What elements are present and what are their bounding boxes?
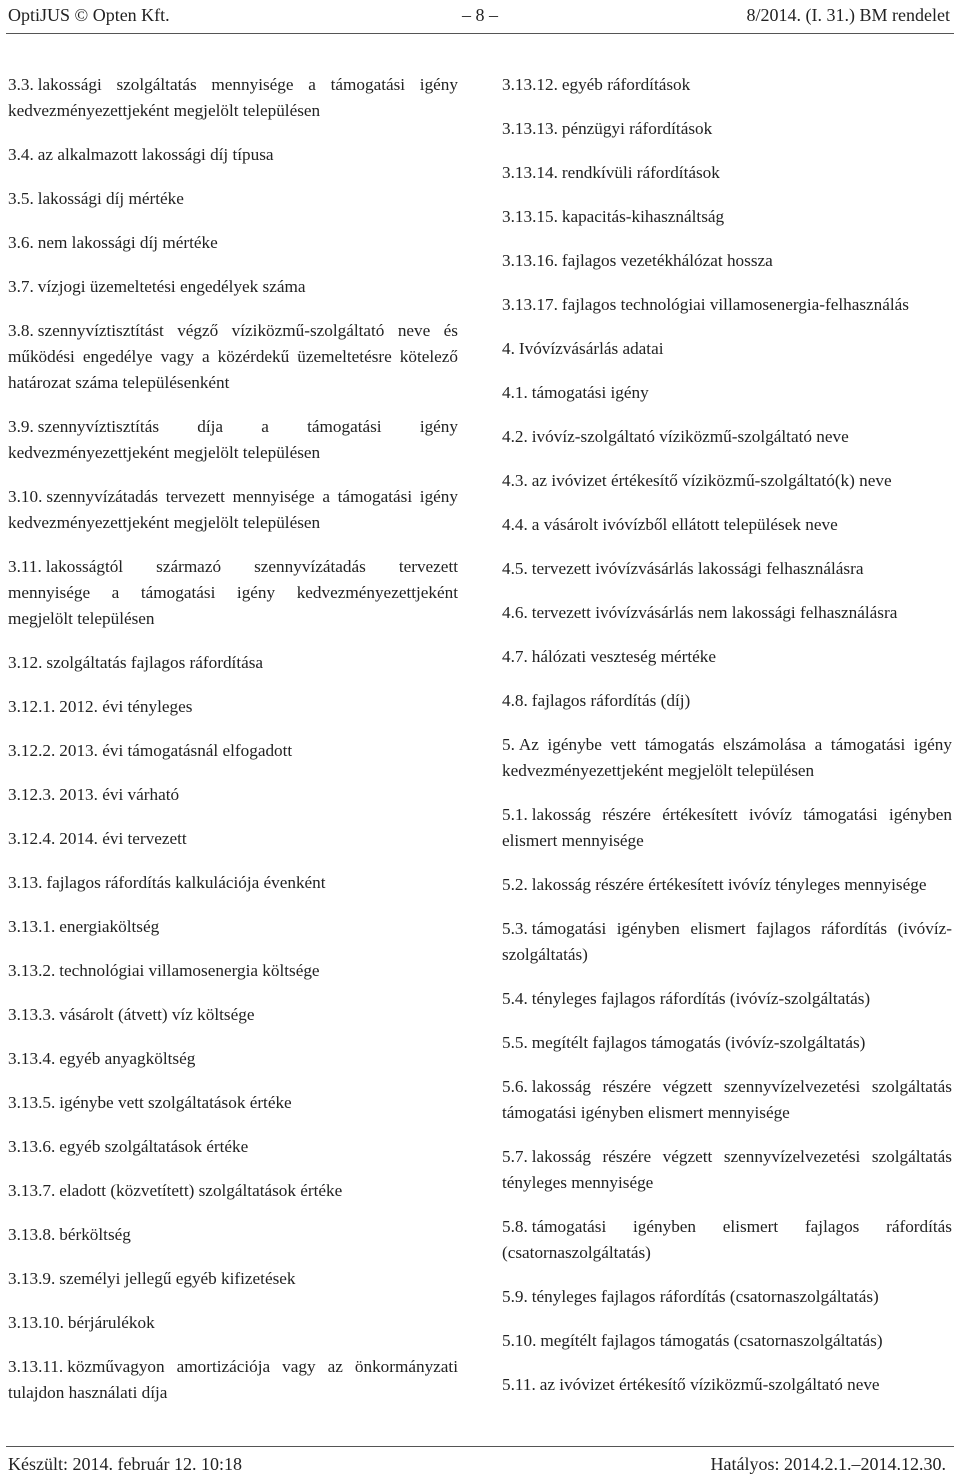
list-item bbox=[8, 650, 458, 676]
item-text: az ivóvizet értékesítő víziközmű-szolgáltató neve bbox=[539, 1375, 880, 1394]
item-number: 3.12.4. bbox=[8, 829, 56, 848]
list-item bbox=[8, 694, 458, 720]
right-column bbox=[502, 72, 952, 1416]
list-item bbox=[8, 274, 458, 300]
list-item bbox=[502, 644, 952, 670]
list-item bbox=[8, 738, 458, 764]
item-text: fajlagos technológiai villamosenergia-felhasználás bbox=[561, 295, 909, 314]
item-text: lakosság részére végzett szennyvízelvezetési szolgáltatás tényleges mennyisége bbox=[502, 1147, 952, 1192]
item-text: szennyvízátadás tervezett mennyisége a támogatási igény kedvezményezettjeként megjelölt településen bbox=[8, 487, 458, 532]
item-number: 3.13.8. bbox=[8, 1225, 56, 1244]
item-number: 4.8. bbox=[502, 691, 528, 710]
item-number: 3.13.13. bbox=[502, 119, 558, 138]
list-item bbox=[502, 986, 952, 1012]
item-number: 5.4. bbox=[502, 989, 528, 1008]
item-text: támogatási igényben elismert fajlagos ráfordítás (ivóvíz-szolgáltatás) bbox=[502, 919, 952, 964]
item-number: 4.2. bbox=[502, 427, 528, 446]
item-number: 5.1. bbox=[502, 805, 528, 824]
list-item bbox=[502, 424, 952, 450]
item-number: 3.12.2. bbox=[8, 741, 56, 760]
item-text: ivóvíz-szolgáltató víziközmű-szolgáltató neve bbox=[531, 427, 849, 446]
item-text: nem lakossági díj mértéke bbox=[37, 233, 218, 252]
list-item bbox=[502, 1144, 952, 1196]
item-text: eladott (közvetített) szolgáltatások értéke bbox=[59, 1181, 343, 1200]
item-number: 3.13.2. bbox=[8, 961, 56, 980]
footer-divider bbox=[6, 1446, 954, 1447]
list-item bbox=[502, 116, 952, 142]
header-page-number: – 8 – bbox=[462, 5, 498, 25]
item-text: fajlagos vezetékhálózat hossza bbox=[561, 251, 773, 270]
list-item bbox=[502, 160, 952, 186]
item-number: 5.5. bbox=[502, 1033, 528, 1052]
item-number: 3.13.4. bbox=[8, 1049, 56, 1068]
item-text: 2013. évi támogatásnál elfogadott bbox=[59, 741, 293, 760]
list-item bbox=[8, 1310, 458, 1336]
item-number: 5.10. bbox=[502, 1331, 537, 1350]
list-item bbox=[502, 72, 952, 98]
item-number: 3.13.9. bbox=[8, 1269, 56, 1288]
item-text: szennyvíztisztítás díja a támogatási igény kedvezményezettjeként megjelölt településen bbox=[8, 417, 458, 462]
item-text: egyéb szolgáltatások értéke bbox=[59, 1137, 249, 1156]
item-number: 4.7. bbox=[502, 647, 528, 666]
list-item bbox=[8, 1046, 458, 1072]
list-item bbox=[502, 600, 952, 626]
list-item bbox=[502, 380, 952, 406]
item-number: 3.7. bbox=[8, 277, 34, 296]
list-item bbox=[8, 484, 458, 536]
item-number: 5.3. bbox=[502, 919, 528, 938]
list-item bbox=[8, 958, 458, 984]
list-item bbox=[8, 186, 458, 212]
item-number: 3.10. bbox=[8, 487, 43, 506]
footer-effective: Hatályos: 2014.2.1.–2014.12.30. bbox=[710, 1454, 946, 1474]
list-item bbox=[8, 1266, 458, 1292]
list-item bbox=[8, 72, 458, 124]
item-number: 4.3. bbox=[502, 471, 528, 490]
item-text: tényleges fajlagos ráfordítás (csatornaszolgáltatás) bbox=[531, 1287, 879, 1306]
item-number: 3.13.12. bbox=[502, 75, 558, 94]
item-number: 3.13.6. bbox=[8, 1137, 56, 1156]
item-text: rendkívüli ráfordítások bbox=[561, 163, 720, 182]
item-number: 3.12.3. bbox=[8, 785, 56, 804]
item-text: vásárolt (átvett) víz költsége bbox=[59, 1005, 255, 1024]
item-number: 5.2. bbox=[502, 875, 528, 894]
page-header bbox=[0, 0, 960, 30]
item-number: 5. bbox=[502, 735, 515, 754]
item-text: kapacitás-kihasználtság bbox=[561, 207, 725, 226]
list-item bbox=[8, 914, 458, 940]
list-item bbox=[8, 230, 458, 256]
list-item bbox=[502, 512, 952, 538]
item-number: 3.13. bbox=[8, 873, 43, 892]
item-text: tervezett ivóvízvásárlás nem lakossági felhasználásra bbox=[531, 603, 898, 622]
item-text: szennyvíztisztítást végző víziközmű-szolgáltató neve és működési engedélye vagy a közérdekű üzemeltetésre kötelező határozat száma településenként bbox=[8, 321, 458, 392]
list-item bbox=[8, 1354, 458, 1406]
item-text: közművagyon amortizációja vagy az önkormányzati tulajdon használati díja bbox=[8, 1357, 458, 1402]
list-item bbox=[502, 802, 952, 854]
item-text: tervezett ivóvízvásárlás lakossági felhasználásra bbox=[531, 559, 864, 578]
item-text: 2012. évi tényleges bbox=[59, 697, 193, 716]
list-item bbox=[502, 556, 952, 582]
item-text: lakosság részére értékesített ivóvíz tényleges mennyisége bbox=[531, 875, 927, 894]
item-number: 3.9. bbox=[8, 417, 34, 436]
list-item bbox=[8, 1178, 458, 1204]
item-number: 3.4. bbox=[8, 145, 34, 164]
item-text: Ivóvízvásárlás adatai bbox=[518, 339, 664, 358]
item-text: technológiai villamosenergia költsége bbox=[59, 961, 320, 980]
list-item bbox=[502, 872, 952, 898]
item-text: megítélt fajlagos támogatás (csatornaszolgáltatás) bbox=[540, 1331, 883, 1350]
list-item bbox=[8, 782, 458, 808]
item-text: igénybe vett szolgáltatások értéke bbox=[59, 1093, 292, 1112]
list-item bbox=[8, 142, 458, 168]
list-item bbox=[8, 554, 458, 632]
item-number: 3.13.11. bbox=[8, 1357, 64, 1376]
list-item bbox=[502, 248, 952, 274]
list-item bbox=[8, 1222, 458, 1248]
footer-created: Készült: 2014. február 12. 10:18 bbox=[8, 1454, 242, 1474]
item-text: támogatási igény bbox=[531, 383, 649, 402]
item-text: egyéb ráfordítások bbox=[561, 75, 691, 94]
item-text: az ivóvizet értékesítő víziközmű-szolgáltató(k) neve bbox=[531, 471, 892, 490]
list-item bbox=[8, 414, 458, 466]
item-text: egyéb anyagköltség bbox=[59, 1049, 196, 1068]
item-number: 3.13.7. bbox=[8, 1181, 56, 1200]
item-text: Az igénybe vett támogatás elszámolása a támogatási igény kedvezményezettjeként megjelölt településen bbox=[502, 735, 952, 780]
list-item bbox=[502, 1372, 952, 1398]
item-text: megítélt fajlagos támogatás (ivóvíz-szolgáltatás) bbox=[531, 1033, 866, 1052]
item-number: 4.5. bbox=[502, 559, 528, 578]
list-item bbox=[8, 826, 458, 852]
list-item bbox=[502, 1214, 952, 1266]
item-text: lakossági díj mértéke bbox=[37, 189, 184, 208]
item-number: 3.3. bbox=[8, 75, 34, 94]
item-text: 2013. évi várható bbox=[59, 785, 180, 804]
item-text: 2014. évi tervezett bbox=[59, 829, 187, 848]
item-number: 4. bbox=[502, 339, 515, 358]
item-text: pénzügyi ráfordítások bbox=[561, 119, 713, 138]
left-column bbox=[8, 72, 458, 1424]
list-item bbox=[502, 336, 952, 362]
item-number: 3.12. bbox=[8, 653, 43, 672]
header-publisher: OptiJUS © Opten Kft. bbox=[8, 5, 170, 25]
item-text: tényleges fajlagos ráfordítás (ivóvíz-szolgáltatás) bbox=[531, 989, 871, 1008]
list-item bbox=[8, 1134, 458, 1160]
item-number: 5.11. bbox=[502, 1375, 536, 1394]
header-divider bbox=[6, 33, 954, 34]
item-text: bérjárulékok bbox=[67, 1313, 155, 1332]
list-item bbox=[502, 468, 952, 494]
list-item bbox=[502, 1284, 952, 1310]
item-number: 3.13.10. bbox=[8, 1313, 64, 1332]
item-text: lakossági szolgáltatás mennyisége a támogatási igény kedvezményezettjeként megjelölt településen bbox=[8, 75, 458, 120]
item-number: 3.13.16. bbox=[502, 251, 558, 270]
list-item bbox=[8, 870, 458, 896]
item-number: 5.7. bbox=[502, 1147, 528, 1166]
item-number: 3.13.3. bbox=[8, 1005, 56, 1024]
item-text: az alkalmazott lakossági díj típusa bbox=[37, 145, 274, 164]
header-regulation-title: 8/2014. (I. 31.) BM rendelet bbox=[746, 5, 950, 25]
item-number: 5.6. bbox=[502, 1077, 528, 1096]
item-text: vízjogi üzemeltetési engedélyek száma bbox=[37, 277, 306, 296]
item-number: 3.13.15. bbox=[502, 207, 558, 226]
list-item bbox=[502, 688, 952, 714]
list-item bbox=[502, 204, 952, 230]
item-number: 3.13.1. bbox=[8, 917, 56, 936]
item-text: szolgáltatás fajlagos ráfordítása bbox=[46, 653, 264, 672]
item-number: 3.11. bbox=[8, 557, 42, 576]
list-item bbox=[8, 318, 458, 396]
item-text: hálózati veszteség mértéke bbox=[531, 647, 716, 666]
item-text: energiaköltség bbox=[59, 917, 160, 936]
item-text: lakosságtól származó szennyvízátadás tervezett mennyisége a támogatási igény kedvezményezettjeként megjelölt településen bbox=[8, 557, 458, 628]
item-text: személyi jellegű egyéb kifizetések bbox=[59, 1269, 296, 1288]
item-number: 3.6. bbox=[8, 233, 34, 252]
list-item bbox=[8, 1002, 458, 1028]
item-number: 3.13.17. bbox=[502, 295, 558, 314]
item-number: 3.13.5. bbox=[8, 1093, 56, 1112]
item-text: fajlagos ráfordítás (díj) bbox=[531, 691, 691, 710]
item-number: 4.6. bbox=[502, 603, 528, 622]
list-item bbox=[502, 916, 952, 968]
list-item bbox=[502, 732, 952, 784]
item-text: bérköltség bbox=[59, 1225, 131, 1244]
item-number: 3.5. bbox=[8, 189, 34, 208]
list-item bbox=[502, 1074, 952, 1126]
item-text: fajlagos ráfordítás kalkulációja évenként bbox=[46, 873, 326, 892]
item-number: 4.1. bbox=[502, 383, 528, 402]
list-item bbox=[8, 1090, 458, 1116]
item-number: 3.13.14. bbox=[502, 163, 558, 182]
item-number: 3.8. bbox=[8, 321, 34, 340]
item-number: 3.12.1. bbox=[8, 697, 56, 716]
item-number: 4.4. bbox=[502, 515, 528, 534]
item-number: 5.8. bbox=[502, 1217, 528, 1236]
list-item bbox=[502, 292, 952, 318]
item-text: lakosság részére értékesített ivóvíz támogatási igényben elismert mennyisége bbox=[502, 805, 952, 850]
list-item bbox=[502, 1030, 952, 1056]
list-item bbox=[502, 1328, 952, 1354]
item-text: a vásárolt ivóvízből ellátott települések neve bbox=[531, 515, 838, 534]
item-number: 5.9. bbox=[502, 1287, 528, 1306]
item-text: támogatási igényben elismert fajlagos ráfordítás (csatornaszolgáltatás) bbox=[502, 1217, 952, 1262]
item-text: lakosság részére végzett szennyvízelvezetési szolgáltatás támogatási igényben elismert mennyisége bbox=[502, 1077, 952, 1122]
